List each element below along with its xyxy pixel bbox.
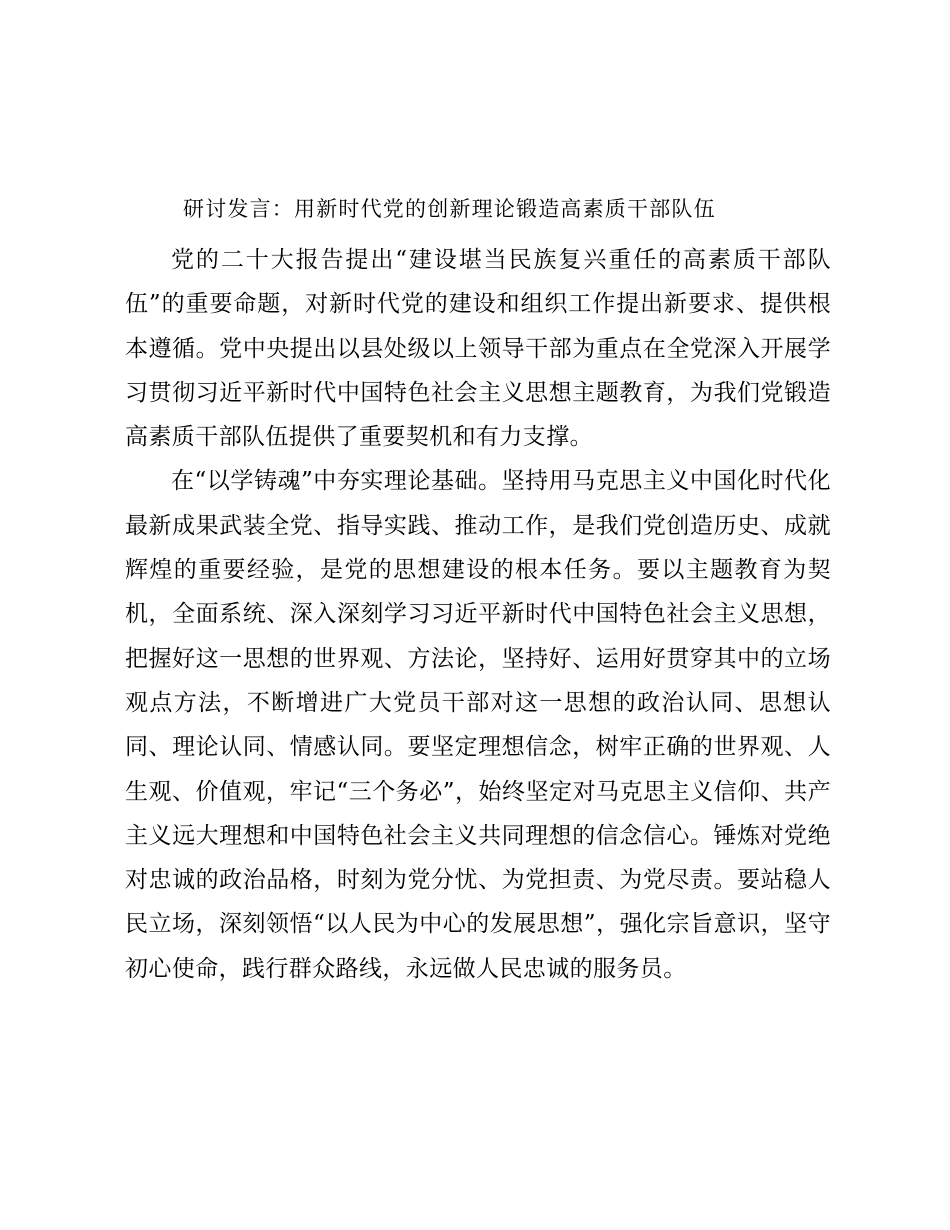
- document-body: [125, 192, 831, 991]
- paragraph-intro: 党的二十大报告提出“建设堪当民族复兴重任的高素质干部队伍”的重要命题，对新时代党的建设和组织工作提出新要求、提供根本遵循。党中央提出以县处级以上领导干部为重点在全党深入开展学习贯彻习近平新时代中国特色社会主义思想主题教育，为我们党锻造高素质干部队伍提供了重要契机和有力支撑。: [125, 247, 831, 451]
- paragraph-theory-foundation: 在“以学铸魂”中夯实理论基础。坚持用马克思主义中国化时代化最新成果武装全党、指导实践、推动工作，是我们党创造历史、成就辉煌的重要经验，是党的思想建设的根本任务。要以主题教育为契机，全面系统、深入深刻学习习近平新时代中国特色社会主义思想，把握好这一思想的世界观、方法论，坚持好、运用好贯穿其中的立场观点方法，不断增进广大党员干部对这一思想的政治认同、思想认同、理论认同、情感认同。要坚定理想信念，树牢正确的世界观、人生观、价值观，牢记“三个务必”，始终坚定对马克思主义信仰、共产主义远大理想和中国特色社会主义共同理想的信念信心。锤炼对党绝对忠诚的政治品格，时刻为党分忧、为党担责、为党尽责。要站稳人民立场，深刻领悟“以人民为中心的发展思想”，强化宗旨意识，坚守初心使命，践行群众路线，永远做人民忠诚的服务员。: [125, 468, 831, 982]
- document-title: 研讨发言：用新时代党的创新理论锻造高素质干部队伍: [183, 197, 716, 221]
